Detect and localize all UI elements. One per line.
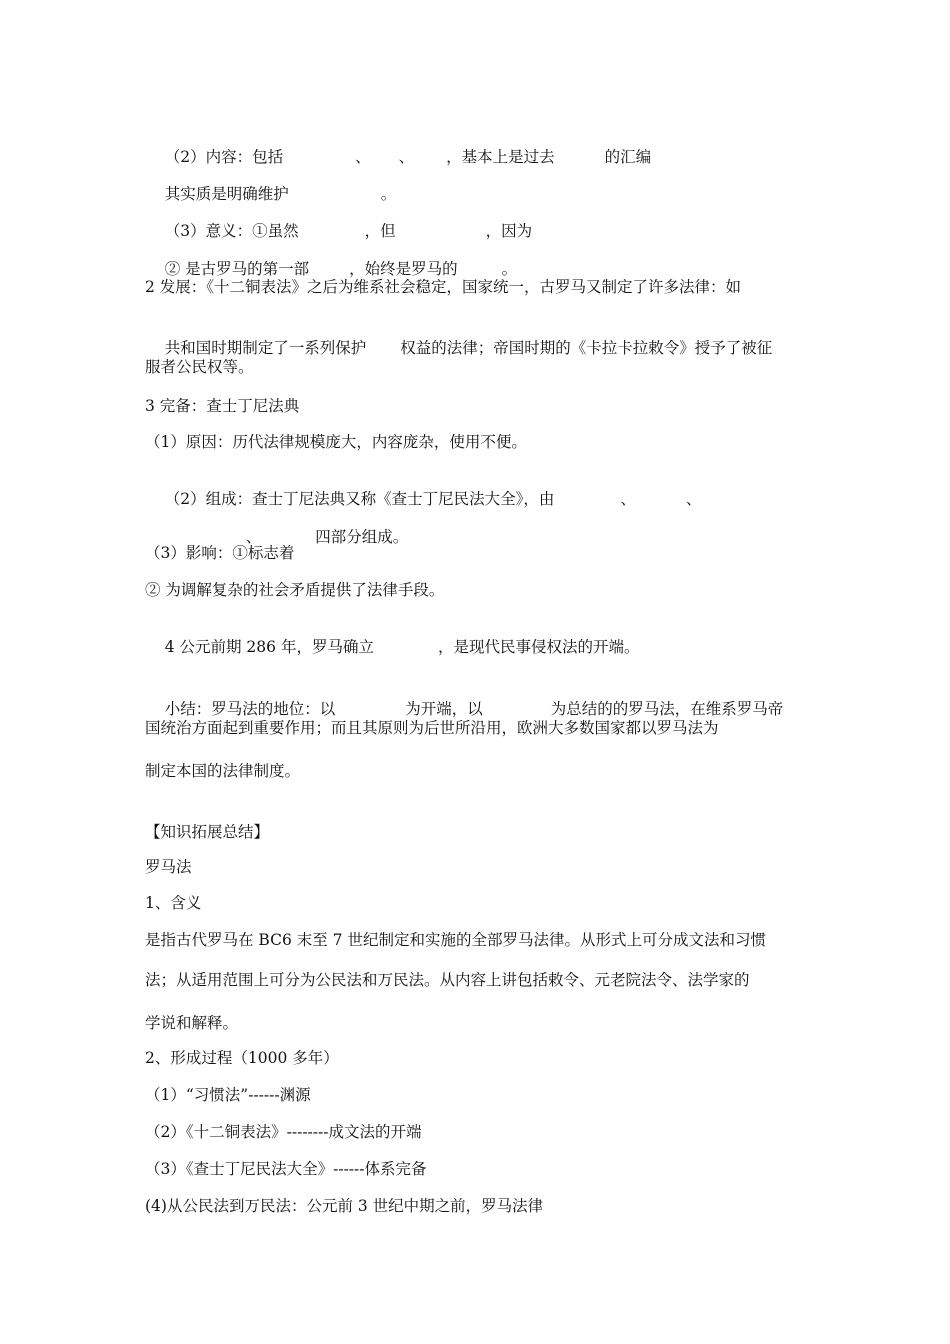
content-line: 2 发展：《十二铜表法》之后为维系社会稳定，国家统一，古罗马又制定了许多法律：如 [145, 278, 742, 296]
content-line: 4 公元前期 286 年，罗马确立 ，是现代民事侵权法的开端。 [164, 638, 640, 656]
content-line: ② 为调解复杂的社会矛盾提供了法律手段。 [145, 581, 445, 599]
list-item: （2）《十二铜表法》--------成文法的开端 [145, 1123, 422, 1141]
section-heading: 【知识拓展总结】 [145, 823, 270, 841]
content-line: 学说和解释。 [145, 1014, 239, 1032]
content-line: 共和国时期制定了一系列保护 权益的法律；帝国时期的《卡拉卡拉敕令》授予了被征 [164, 339, 773, 357]
list-item: （3）《查士丁尼民法大全》------体系完备 [145, 1160, 427, 1178]
content-line: （3）意义：①虽然 ，但 ，因为 [164, 222, 533, 240]
summary-line: 小结：罗马法的地位：以 为开端，以 为总结的的罗马法，在维系罗马帝 [164, 700, 784, 718]
content-line: （2）内容：包括 、 、 ，基本上是过去 的汇编 [164, 148, 652, 166]
summary-line: 制定本国的法律制度。 [145, 762, 301, 780]
section-heading: 罗马法 [145, 858, 192, 876]
content-line: ② 是古罗马的第一部 ，始终是罗马的 。 [164, 260, 518, 278]
content-line: 服者公民权等。 [145, 358, 254, 376]
content-line: 、 四部分组成。 [245, 528, 409, 546]
content-line: （2）组成：查士丁尼法典又称《查士丁尼民法大全》，由 、 、 [164, 490, 702, 508]
summary-line: 国统治方面起到重要作用；而且其原则为后世所沿用，欧洲大多数国家都以罗马法为 [145, 719, 719, 737]
content-line: （3）影响：①标志着 [145, 544, 295, 562]
list-item: (4)从公民法到万民法：公元前 3 世纪中期之前，罗马法律 [145, 1197, 544, 1215]
list-item: （1）“习惯法”------渊源 [145, 1086, 311, 1104]
section-heading: 2、形成过程（1000 多年） [145, 1049, 339, 1067]
content-line: 法；从适用范围上可分为公民法和万民法。从内容上讲包括敕令、元老院法令、法学家的 [145, 971, 750, 989]
content-line: （1）原因：历代法律规模庞大，内容庞杂，使用不便。 [145, 433, 527, 451]
section-heading: 1、含义 [145, 894, 202, 912]
content-line: 其实质是明确维护 。 [164, 185, 397, 203]
section-heading: 3 完备：查士丁尼法典 [145, 397, 300, 415]
content-line: 是指古代罗马在 BC6 末至 7 世纪制定和实施的全部罗马法律。从形式上可分成文法和习惯 [145, 931, 766, 949]
